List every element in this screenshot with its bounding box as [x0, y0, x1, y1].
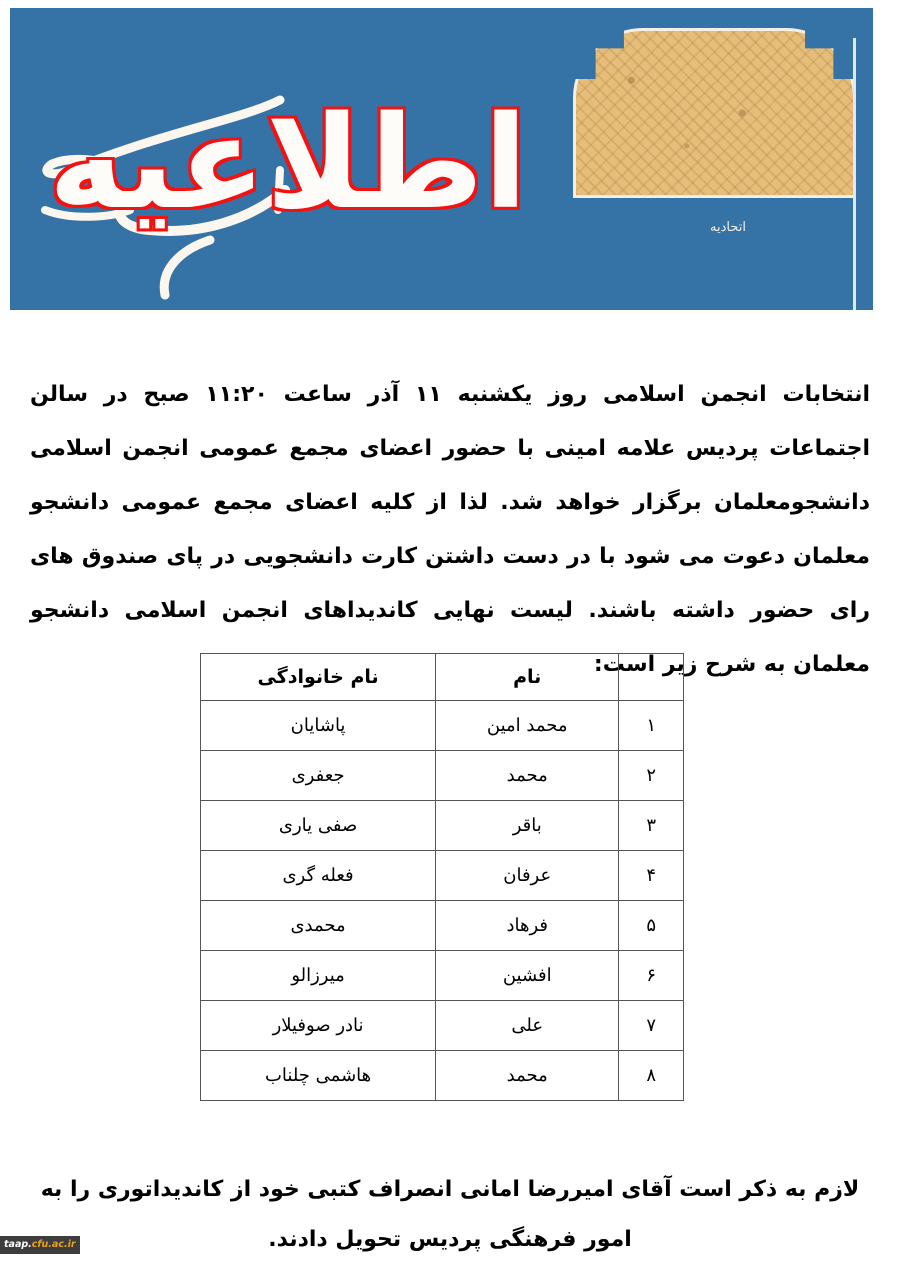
withdrawal-note: لازم به ذکر است آقای امیررضا امانی انصراف کتبی خود از کاندیداتوری را به امور فرهنگی پردیس تحویل دادند.	[40, 1177, 860, 1252]
header-last-name: نام خانوادگی	[201, 654, 436, 701]
row-index: ۱	[619, 701, 684, 751]
row-first-name: محمد امین	[436, 701, 619, 751]
announcement-banner	[10, 8, 873, 310]
row-first-name: محمد	[436, 1051, 619, 1101]
row-last-name: هاشمی چلناب	[201, 1051, 436, 1101]
row-first-name: افشین	[436, 951, 619, 1001]
logo-subtitle: اتحادیه	[710, 220, 746, 235]
row-index: ۸	[619, 1051, 684, 1101]
table-row	[201, 1051, 684, 1101]
row-first-name: عرفان	[436, 851, 619, 901]
header-first-name: نام	[436, 654, 619, 701]
frame-line	[853, 38, 856, 310]
row-last-name: صفی یاری	[201, 801, 436, 851]
row-first-name: علی	[436, 1001, 619, 1051]
row-last-name: پاشایان	[201, 701, 436, 751]
watermark-domain: cfu.ac.ir	[31, 1239, 76, 1250]
row-first-name: فرهاد	[436, 901, 619, 951]
table-row	[201, 901, 684, 951]
table-row	[201, 951, 684, 1001]
row-first-name: باقر	[436, 801, 619, 851]
row-last-name: فعله گری	[201, 851, 436, 901]
table-row	[201, 1001, 684, 1051]
table-row	[201, 751, 684, 801]
candidates-table	[200, 653, 684, 1101]
row-index: ۳	[619, 801, 684, 851]
site-watermark	[0, 1236, 80, 1254]
announcement-paragraph: انتخابات انجمن اسلامی روز یکشنبه ۱۱ آذر ساعت ۱۱:۲۰ صبح در سالن اجتماعات پردیس علامه امینی با حضور اعضای مجمع عمومی انجمن اسلامی دانشجومعلمان برگزار خواهد شد. لذا از کلیه اعضای مجمع عمومی دانشجو معلمان دعوت می شود با در دست داشتن کارت دانشجویی در پای صندوق های رای حضور داشته باشند. لیست نهایی کاندیداهای انجمن اسلامی دانشجو معلمان به شرح زیر است:	[30, 382, 871, 677]
row-last-name: میرزالو	[201, 951, 436, 1001]
watermark-prefix: taap.	[4, 1239, 32, 1250]
headline-announcement: اطلاعیه	[48, 88, 528, 238]
row-last-name: جعفری	[201, 751, 436, 801]
row-index: ۷	[619, 1001, 684, 1051]
row-last-name: محمدی	[201, 901, 436, 951]
row-last-name: نادر صوفیلار	[201, 1001, 436, 1051]
row-index: ۶	[619, 951, 684, 1001]
row-index: ۴	[619, 851, 684, 901]
row-first-name: محمد	[436, 751, 619, 801]
table-row	[201, 801, 684, 851]
table-row	[201, 701, 684, 751]
row-index: ۲	[619, 751, 684, 801]
ornamental-arch	[573, 28, 856, 198]
header-index	[619, 654, 684, 701]
table-header-row	[201, 654, 684, 701]
row-index: ۵	[619, 901, 684, 951]
table-row	[201, 851, 684, 901]
